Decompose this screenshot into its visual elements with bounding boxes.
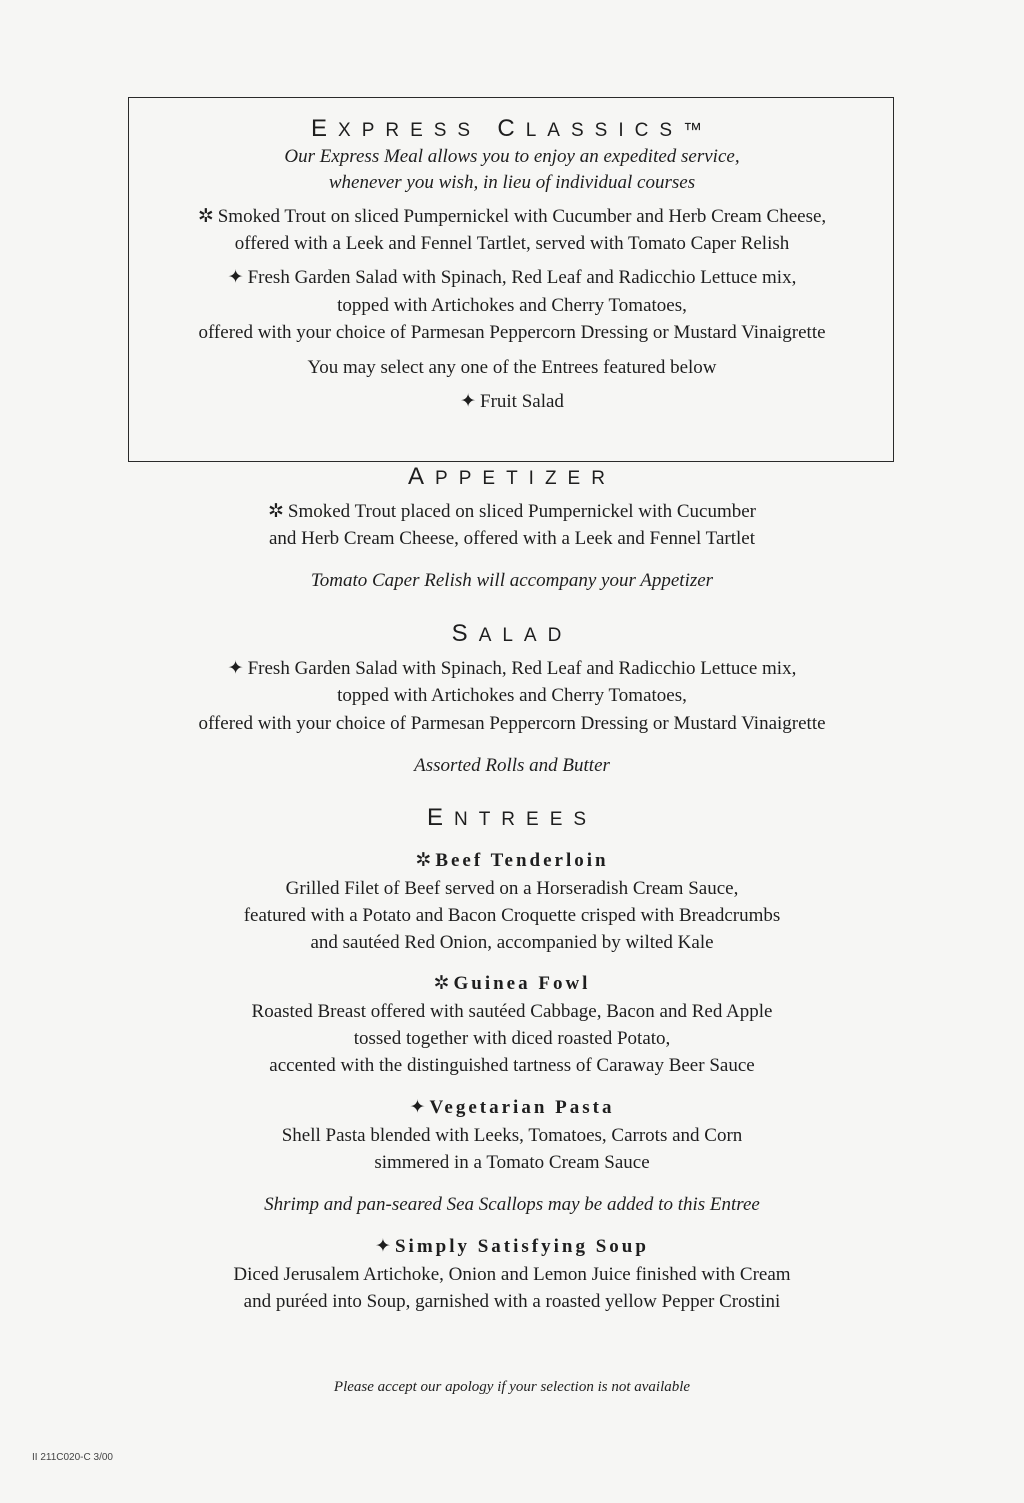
express-item-trout: ✲ Smoked Trout on sliced Pumpernickel with Cucumber and Herb Cream Cheese, [197,206,827,227]
express-item-trout-line-2: offered with a Leek and Fennel Tartlet, served with Tomato Caper Relish [234,233,790,254]
salad-line-3: offered with your choice of Parmesan Peppercorn Dressing or Mustard Vinaigrette [198,713,826,734]
starburst-icon: ✲ [415,850,432,871]
print-code: II 211C020-C 3/00 [32,1452,113,1463]
starburst-icon: ✲ [267,501,284,522]
appetizer-line-1: ✲ Smoked Trout placed on sliced Pumpernickel with Cucumber [267,501,756,522]
appetizer-heading: APPETIZER [408,463,616,490]
entree-soup-line-2: and puréed into Soup, garnished with a roasted yellow Pepper Crostini [243,1291,781,1312]
four-point-star-icon: ✦ [409,1097,426,1118]
four-point-star-icon: ✦ [375,1236,391,1257]
entree-fowl-line-1: Roasted Breast offered with sautéed Cabbage, Bacon and Red Apple [251,1001,773,1022]
four-point-star-icon: ✦ [227,267,244,288]
salad-line-1: ✦ Fresh Garden Salad with Spinach, Red Leaf and Radicchio Lettuce mix, [227,658,797,679]
entree-beef-line-1: Grilled Filet of Beef served on a Horseradish Cream Sauce, [285,878,739,899]
entree-soup-title: ✦ Simply Satisfying Soup [375,1236,649,1257]
express-item-salad-line-2: topped with Artichokes and Cherry Tomatoes, [337,295,687,316]
express-item-salad-line-3: offered with your choice of Parmesan Peppercorn Dressing or Mustard Vinaigrette [198,322,826,343]
entree-fowl-line-2: tossed together with diced roasted Potato, [353,1028,671,1049]
appetizer-line-2: and Herb Cream Cheese, offered with a Leek and Fennel Tartlet [269,528,755,549]
express-intro-line-2: whenever you wish, in lieu of individual courses [328,172,696,193]
entree-pasta-line-2: simmered in a Tomato Cream Sauce [374,1152,650,1173]
express-entree-note: You may select any one of the Entrees featured below [307,357,717,378]
entree-beef-line-2: featured with a Potato and Bacon Croquette crisped with Breadcrumbs [243,905,781,926]
appetizer-note: Tomato Caper Relish will accompany your Appetizer [310,570,714,591]
entree-fowl-line-3: accented with the distinguished tartness of Caraway Beer Sauce [269,1055,755,1076]
starburst-icon: ✲ [197,206,214,227]
entree-pasta-note: Shrimp and pan-seared Sea Scallops may be added to this Entree [264,1194,760,1215]
entrees-heading: ENTREES [426,804,598,831]
entree-soup-line-1: Diced Jerusalem Artichoke, Onion and Lemon Juice finished with Cream [233,1264,791,1285]
four-point-star-icon: ✦ [227,658,244,679]
salad-line-2: topped with Artichokes and Cherry Tomatoes, [337,685,687,706]
express-classics-heading: EXPRESS CLASSICS™ [311,115,713,142]
entree-fowl-title: ✲ Guinea Fowl [433,973,591,994]
express-intro-line-1: Our Express Meal allows you to enjoy an expedited service, [284,146,740,167]
entree-pasta-title: ✦ Vegetarian Pasta [409,1097,615,1118]
express-item-fruit: ✦ Fruit Salad [460,391,564,412]
apology-note: Please accept our apology if your selection is not available [333,1379,691,1395]
express-item-salad: ✦ Fresh Garden Salad with Spinach, Red Leaf and Radicchio Lettuce mix, [227,267,797,288]
entree-pasta-line-1: Shell Pasta blended with Leeks, Tomatoes, Carrots and Corn [281,1125,743,1146]
salad-heading: SALAD [451,620,573,647]
starburst-icon: ✲ [433,973,450,994]
four-point-star-icon: ✦ [460,391,476,412]
entree-beef-line-3: and sautéed Red Onion, accompanied by wilted Kale [310,932,714,953]
entree-beef-title: ✲ Beef Tenderloin [415,850,609,871]
salad-note: Assorted Rolls and Butter [414,755,610,776]
